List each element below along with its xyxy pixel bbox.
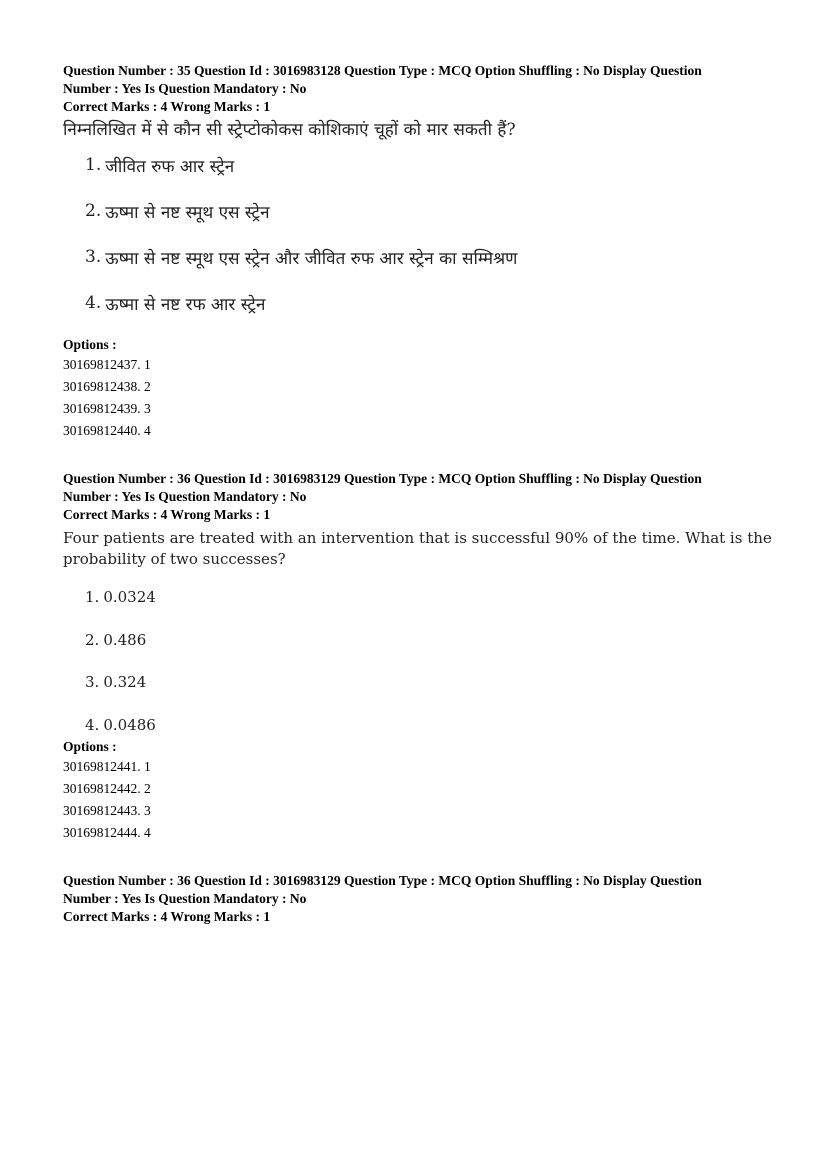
question-header-line1: Question Number : 36 Question Id : 3016983129 Question Type : MCQ Option Shuffling : No Display Question	[63, 873, 702, 888]
option-id: 30169812437. 1	[63, 357, 151, 372]
question-35	[63, 62, 773, 326]
option-ids	[63, 354, 773, 442]
options-35	[63, 336, 773, 442]
question-header-line2: Number : Yes Is Question Mandatory : No	[63, 81, 307, 96]
options-title: Options :	[63, 739, 117, 754]
option-id: 30169812440. 4	[63, 423, 151, 438]
answer-choice: 3. ऊष्मा से नष्ट स्मूथ एस स्ट्रेन और जीवित रुफ आर स्ट्रेन का सम्मिश्रण	[85, 247, 518, 269]
option-id: 30169812444. 4	[63, 825, 151, 840]
answer-choice: 2. ऊष्मा से नष्ट स्मूथ एस स्ट्रेन	[85, 201, 270, 223]
question-text-line2: probability of two successes?	[63, 550, 286, 568]
question-text: निम्नलिखित में से कौन सी स्ट्रेप्टोकोकस कोशिकाएं चूहों को मार सकती हैं?	[63, 120, 516, 140]
option-id: 30169812442. 2	[63, 781, 151, 796]
question-marks: Correct Marks : 4 Wrong Marks : 1	[63, 99, 271, 114]
question-marks: Correct Marks : 4 Wrong Marks : 1	[63, 507, 271, 522]
question-36	[63, 470, 773, 746]
option-ids	[63, 756, 773, 844]
question-marks: Correct Marks : 4 Wrong Marks : 1	[63, 909, 271, 924]
answer-choices	[63, 576, 773, 746]
question-36-repeat	[63, 872, 773, 926]
option-id: 30169812443. 3	[63, 803, 151, 818]
question-header-line1: Question Number : 35 Question Id : 3016983128 Question Type : MCQ Option Shuffling : No Display Question	[63, 63, 702, 78]
answer-choice: 1. जीवित रुफ आर स्ट्रेन	[85, 155, 235, 177]
options-title: Options :	[63, 337, 117, 352]
answer-choice: 2. 0.486	[85, 630, 147, 649]
question-header-line2: Number : Yes Is Question Mandatory : No	[63, 891, 307, 906]
question-header-line1: Question Number : 36 Question Id : 3016983129 Question Type : MCQ Option Shuffling : No Display Question	[63, 471, 702, 486]
question-header-line2: Number : Yes Is Question Mandatory : No	[63, 489, 307, 504]
question-text-line1: Four patients are treated with an intervention that is successful 90% of the time. What is the	[63, 529, 772, 547]
options-36	[63, 738, 773, 844]
option-id: 30169812439. 3	[63, 401, 151, 416]
answer-choice: 4. ऊष्मा से नष्ट रफ आर स्ट्रेन	[85, 293, 266, 315]
answer-choices	[63, 142, 773, 326]
answer-choice: 1. 0.0324	[85, 588, 156, 607]
answer-choice: 4. 0.0486	[85, 715, 156, 734]
answer-choice: 3. 0.324	[85, 673, 147, 692]
option-id: 30169812438. 2	[63, 379, 151, 394]
option-id: 30169812441. 1	[63, 759, 151, 774]
